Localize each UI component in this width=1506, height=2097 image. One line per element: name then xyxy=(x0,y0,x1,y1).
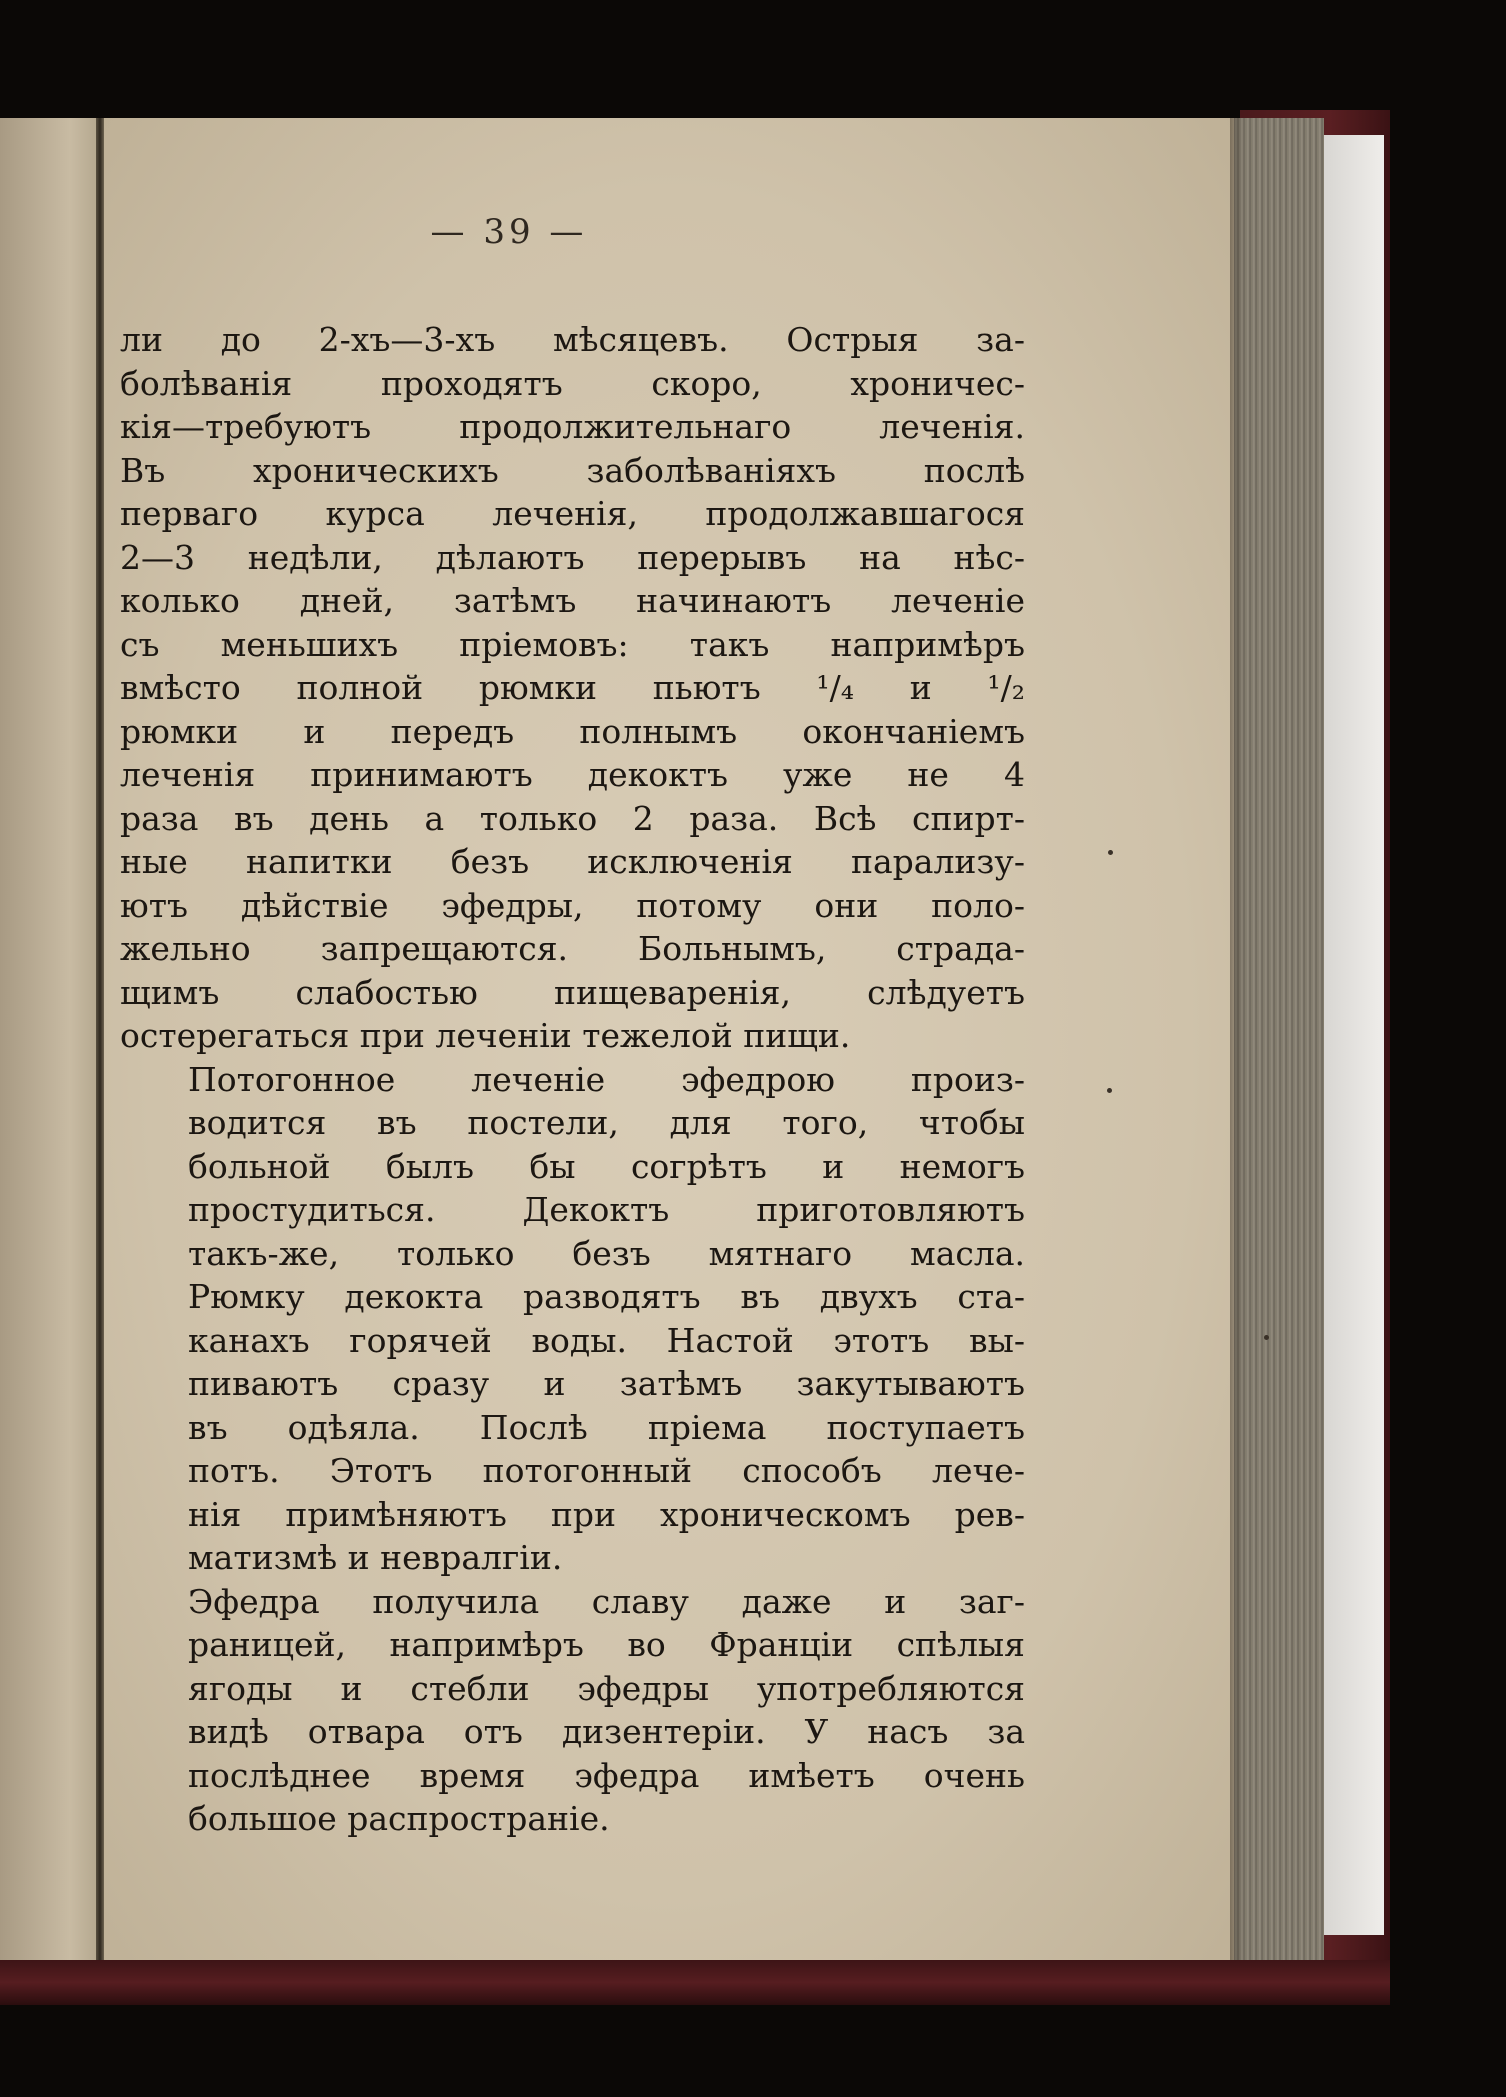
text-line: большое распространіе. xyxy=(188,1799,610,1838)
text-line: потъ. Этотъ потогонный способъ лече- xyxy=(188,1451,1025,1490)
text-line: пиваютъ сразу и затѣмъ закутываютъ xyxy=(188,1364,1025,1403)
book-gutter xyxy=(96,118,104,1968)
text-line: Потогонное леченіе эфедрою произ- xyxy=(188,1059,1025,1099)
text-line: канахъ горячей воды. Настой этотъ вы- xyxy=(188,1320,1025,1360)
text-line: видѣ отвара отъ дизентеріи. У насъ за xyxy=(188,1712,1025,1751)
page-number-header: — 39 — xyxy=(430,212,588,252)
paragraph xyxy=(120,1058,1025,1580)
text-line: нія примѣняютъ при хроническомъ рев- xyxy=(188,1494,1025,1534)
text-line: остерегаться при леченіи тежелой пищи. xyxy=(120,1016,851,1055)
text-line: такъ-же, только безъ мятнаго масла. xyxy=(188,1233,1025,1273)
text-line: ли до 2-хъ—3-хъ мѣсяцевъ. Острыя за- xyxy=(120,320,1025,359)
text-line: жельно запрещаются. Больнымъ, страда- xyxy=(120,929,1025,968)
text-line: Эфедра получила славу даже и заг- xyxy=(188,1581,1025,1621)
text-line: ютъ дѣйствіе эфедры, потому они поло- xyxy=(120,885,1025,925)
text-line: послѣднее время эфедра имѣетъ очень xyxy=(188,1755,1025,1795)
book-cover-bottom xyxy=(0,1960,1390,2005)
text-line: перваго курса леченія, продолжавшагося xyxy=(120,494,1025,533)
text-line: колько дней, затѣмъ начинаютъ леченіе xyxy=(120,581,1025,620)
page-body-text xyxy=(120,318,1025,1841)
print-speck xyxy=(1264,1335,1269,1340)
text-line: рюмки и передъ полнымъ окончаніемъ xyxy=(120,711,1025,751)
endpaper-edge xyxy=(1324,135,1384,1935)
text-line: ягоды и стебли эфедры употребляются xyxy=(188,1668,1025,1708)
text-line: больной былъ бы согрѣтъ и немогъ xyxy=(188,1146,1025,1186)
print-speck xyxy=(1107,1088,1112,1093)
text-line: въ одѣяла. Послѣ пріема поступаетъ xyxy=(188,1407,1025,1447)
print-speck xyxy=(1108,850,1113,855)
text-line: щимъ слабостью пищеваренія, слѣдуетъ xyxy=(120,972,1025,1012)
text-line: вмѣсто полной рюмки пьютъ ¹/₄ и ¹/₂ xyxy=(120,668,1025,707)
text-line: простудиться. Декоктъ приготовляютъ xyxy=(188,1190,1025,1229)
text-line: болѣванія проходятъ скоро, хроничес- xyxy=(120,363,1025,403)
text-line: съ меньшихъ пріемовъ: такъ напримѣръ xyxy=(120,624,1025,664)
text-line: ные напитки безъ исключенія парализу- xyxy=(120,842,1025,881)
text-line: матизмѣ и невралгіи. xyxy=(188,1538,563,1577)
text-line: 2—3 недѣли, дѣлаютъ перерывъ на нѣс- xyxy=(120,537,1025,577)
text-line: кія—требуютъ продолжительнаго леченія. xyxy=(120,407,1025,446)
text-line: водится въ постели, для того, чтобы xyxy=(188,1103,1025,1142)
text-line: раницей, напримѣръ во Франціи спѣлыя xyxy=(188,1625,1025,1664)
text-line: Въ хроническихъ заболѣваніяхъ послѣ xyxy=(120,450,1025,490)
paragraph xyxy=(120,1580,1025,1841)
page-block-shadow xyxy=(1230,118,1244,1970)
paragraph xyxy=(120,318,1025,1058)
text-line: Рюмку декокта разводятъ въ двухъ ста- xyxy=(188,1277,1025,1316)
page-block-edges xyxy=(1234,118,1324,1970)
text-line: раза въ день а только 2 раза. Всѣ спирт- xyxy=(120,798,1025,838)
text-line: леченія принимаютъ декоктъ уже не 4 xyxy=(120,755,1025,794)
left-page-edge xyxy=(0,118,100,1968)
